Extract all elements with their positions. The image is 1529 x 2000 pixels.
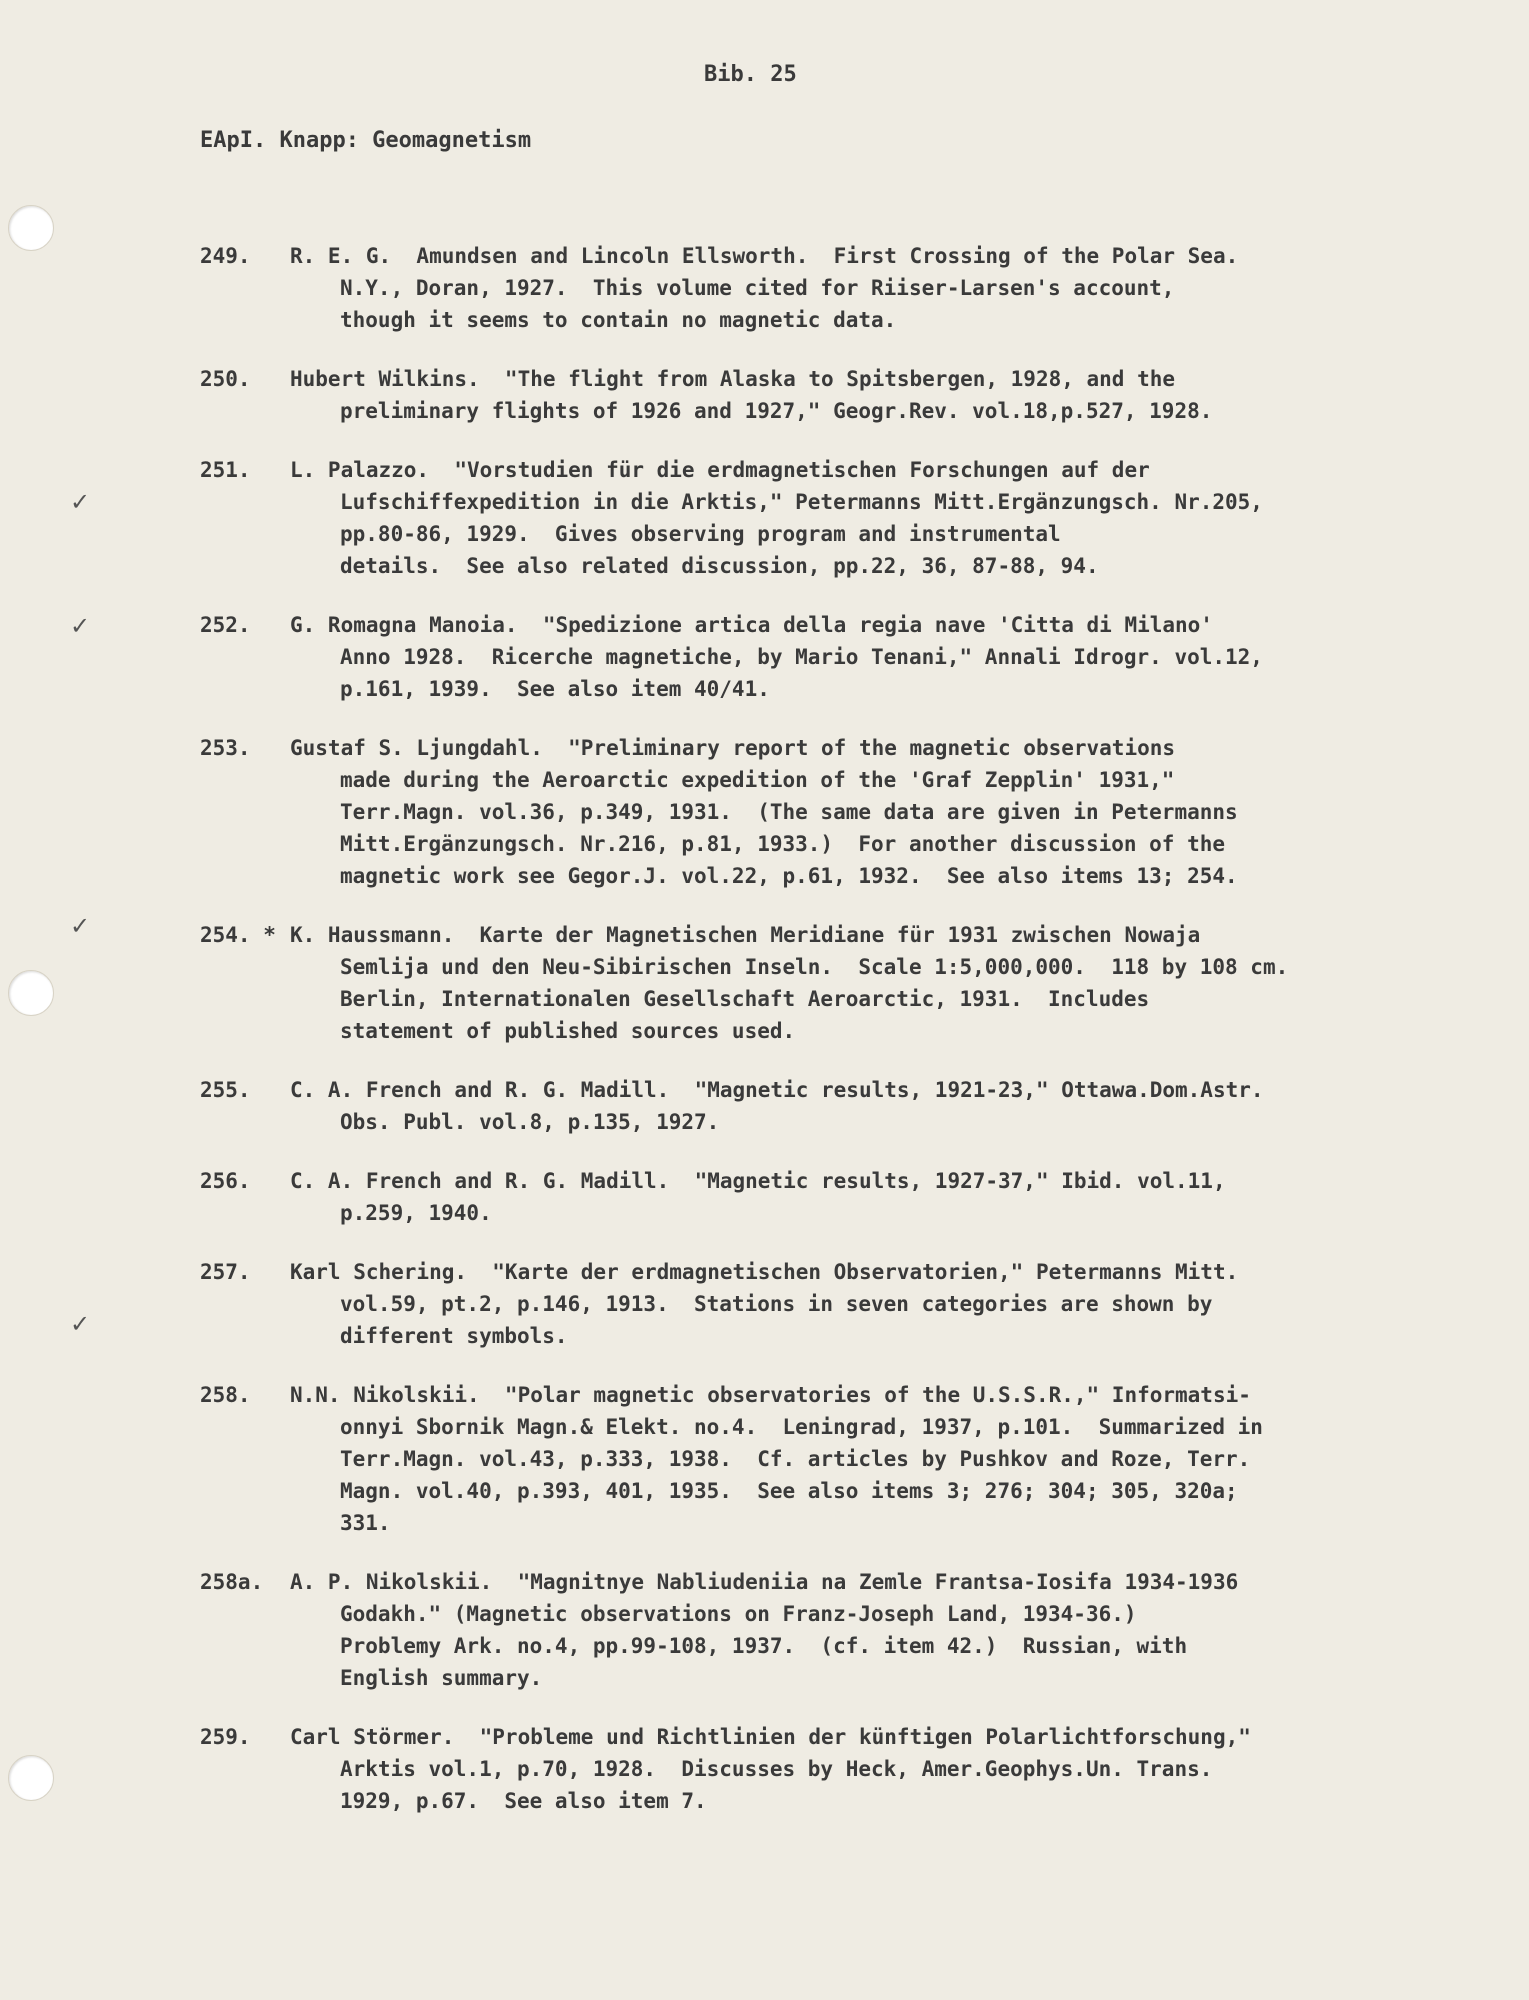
entry-line: 331. (340, 1511, 391, 1535)
entry-line: though it seems to contain no magnetic data. (340, 308, 897, 332)
bibliography-entry (200, 919, 1500, 1047)
entry-line: Anno 1928. Ricerche magnetiche, by Mario Tenani," Annali Idrogr. vol.12, (340, 645, 1263, 669)
bibliography-entry (200, 1074, 1500, 1138)
entry-line: A. P. Nikolskii. "Magnitnye Nabliudeniia na Zemle Frantsa-Iosifa 1934-1936 (290, 1570, 1239, 1594)
entry-line: p.259, 1940. (340, 1201, 492, 1225)
bibliography-entry (200, 1165, 1500, 1229)
entry-number: 252. (200, 613, 251, 637)
entry-line: Terr.Magn. vol.36, p.349, 1931. (The same data are given in Petermanns (340, 800, 1238, 824)
checkmark-icon: ✓ (70, 912, 91, 940)
entry-line: Hubert Wilkins. "The flight from Alaska to Spitsbergen, 1928, and the (290, 367, 1176, 391)
entry-line: magnetic work see Gegor.J. vol.22, p.61, 1932. See also items 13; 254. (340, 864, 1238, 888)
entry-line: statement of published sources used. (340, 1019, 796, 1043)
entry-line: G. Romagna Manoia. "Spedizione artica della regia nave 'Citta di Milano' (290, 613, 1213, 637)
entry-line: details. See also related discussion, pp.22, 36, 87-88, 94. (340, 554, 1099, 578)
entry-line: vol.59, pt.2, p.146, 1913. Stations in seven categories are shown by (340, 1292, 1213, 1316)
entry-number: 253. (200, 736, 251, 760)
entry-line: onnyi Sbornik Magn.& Elekt. no.4. Leningrad, 1937, p.101. Summarized in (340, 1415, 1263, 1439)
punch-hole (8, 970, 54, 1016)
page-number: Bib. 25 (704, 62, 797, 87)
checkmark-icon: ✓ (70, 488, 91, 516)
entry-line: Magn. vol.40, p.393, 401, 1935. See also items 3; 276; 304; 305, 320a; (340, 1479, 1238, 1503)
entry-number: 256. (200, 1169, 251, 1193)
entry-number: 259. (200, 1725, 251, 1749)
entry-line: preliminary flights of 1926 and 1927," Geogr.Rev. vol.18,p.527, 1928. (340, 399, 1213, 423)
entry-line: Godakh." (Magnetic observations on Franz-Joseph Land, 1934-36.) (340, 1602, 1137, 1626)
entry-line: made during the Aeroarctic expedition of the 'Graf Zepplin' 1931," (340, 768, 1175, 792)
entry-line: Terr.Magn. vol.43, p.333, 1938. Cf. articles by Pushkov and Roze, Terr. (340, 1447, 1251, 1471)
bibliography-entry (200, 1721, 1500, 1817)
punch-hole (8, 1755, 54, 1801)
bibliography-entry (200, 240, 1500, 336)
page-title: EApI. Knapp: Geomagnetism (200, 128, 532, 153)
bibliography-list (200, 240, 1500, 1844)
entry-number: 250. (200, 367, 251, 391)
bibliography-entry (200, 363, 1500, 427)
entry-line: L. Palazzo. "Vorstudien für die erdmagnetischen Forschungen auf der (290, 458, 1150, 482)
entry-line: English summary. (340, 1666, 543, 1690)
entry-line: C. A. French and R. G. Madill. "Magnetic results, 1927-37," Ibid. vol.11, (290, 1169, 1226, 1193)
bibliography-entry (200, 1566, 1500, 1694)
entry-line: Obs. Publ. vol.8, p.135, 1927. (340, 1110, 720, 1134)
entry-line: Lufschiffexpedition in die Arktis," Petermanns Mitt.Ergänzungsch. Nr.205, (340, 490, 1263, 514)
entry-line: Karl Schering. "Karte der erdmagnetischen Observatorien," Petermanns Mitt. (290, 1260, 1239, 1284)
entry-number: 258. (200, 1383, 251, 1407)
bibliography-entry (200, 454, 1500, 582)
entry-number: 257. (200, 1260, 251, 1284)
entry-line: Berlin, Internationalen Gesellschaft Aeroarctic, 1931. Includes (340, 987, 1150, 1011)
entry-line: K. Haussmann. Karte der Magnetischen Meridiane für 1931 zwischen Nowaja (290, 923, 1201, 947)
bibliography-entry (200, 1379, 1500, 1539)
entry-line: N.N. Nikolskii. "Polar magnetic observatories of the U.S.S.R.," Informatsi- (290, 1383, 1251, 1407)
entry-line: Mitt.Ergänzungsch. Nr.216, p.81, 1933.) For another discussion of the (340, 832, 1226, 856)
entry-line: 1929, p.67. See also item 7. (340, 1789, 707, 1813)
entry-line: pp.80-86, 1929. Gives observing program and instrumental (340, 522, 1061, 546)
entry-number: 249. (200, 244, 251, 268)
entry-line: N.Y., Doran, 1927. This volume cited for Riiser-Larsen's account, (340, 276, 1175, 300)
entry-line: Arktis vol.1, p.70, 1928. Discusses by Heck, Amer.Geophys.Un. Trans. (340, 1757, 1213, 1781)
bibliography-entry (200, 732, 1500, 892)
entry-line: Gustaf S. Ljungdahl. "Preliminary report of the magnetic observations (290, 736, 1176, 760)
entry-line: p.161, 1939. See also item 40/41. (340, 677, 770, 701)
checkmark-icon: ✓ (70, 1310, 91, 1338)
entry-number: 258a. (200, 1570, 264, 1594)
entry-line: Semlija und den Neu-Sibirischen Inseln. Scale 1:5,000,000. 118 by 108 cm. (340, 955, 1289, 979)
entry-line: Problemy Ark. no.4, pp.99-108, 1937. (cf. item 42.) Russian, with (340, 1634, 1188, 1658)
entry-line: different symbols. (340, 1324, 568, 1348)
bibliography-entry (200, 1256, 1500, 1352)
bibliography-entry (200, 609, 1500, 705)
entry-line: R. E. G. Amundsen and Lincoln Ellsworth. First Crossing of the Polar Sea. (290, 244, 1239, 268)
punch-hole (8, 205, 54, 251)
entry-line: C. A. French and R. G. Madill. "Magnetic results, 1921-23," Ottawa.Dom.Astr. (290, 1078, 1264, 1102)
entry-number: 255. (200, 1078, 251, 1102)
entry-line: Carl Störmer. "Probleme und Richtlinien der künftigen Polarlichtforschung," (290, 1725, 1251, 1749)
checkmark-icon: ✓ (70, 612, 91, 640)
entry-number: 251. (200, 458, 251, 482)
entry-number: 254. * (200, 923, 276, 947)
